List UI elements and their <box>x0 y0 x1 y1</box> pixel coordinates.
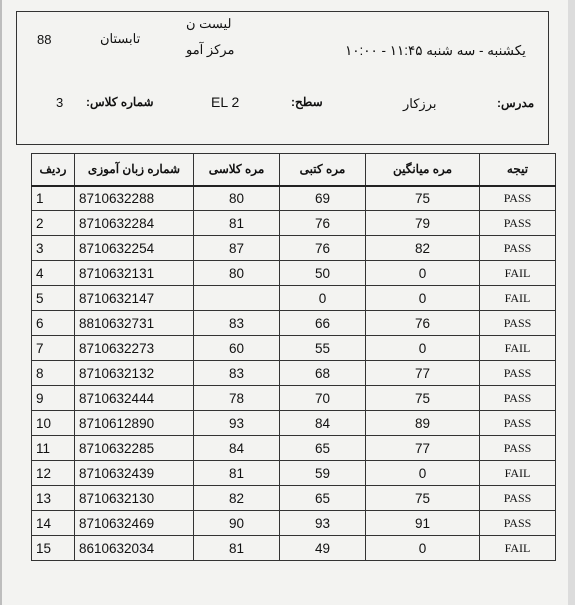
table-row <box>32 186 556 211</box>
row-number-cell: 11 <box>32 436 75 461</box>
class-info-header <box>16 11 549 145</box>
class-schedule: یکشنبه - سه شنبه ۱۱:۴۵ - ۱۰:۰۰ <box>345 43 526 58</box>
col-result: تیجه <box>480 154 556 186</box>
student-number-cell: 8810632731 <box>75 311 194 336</box>
class-number-label: شماره کلاس: <box>86 95 154 109</box>
row-number-cell: 4 <box>32 261 75 286</box>
class-grade-cell: 93 <box>194 411 280 436</box>
student-number-cell: 8710632284 <box>75 211 194 236</box>
written-grade-cell: 69 <box>280 186 366 211</box>
class-grade-cell: 83 <box>194 361 280 386</box>
student-number-cell: 8710632285 <box>75 436 194 461</box>
average-grade-cell: 77 <box>366 361 480 386</box>
result-cell: PASS <box>480 511 556 536</box>
result-cell: PASS <box>480 386 556 411</box>
student-number-cell: 8710632130 <box>75 486 194 511</box>
written-grade-cell: 68 <box>280 361 366 386</box>
table-row <box>32 486 556 511</box>
result-cell: PASS <box>480 436 556 461</box>
average-grade-cell: 79 <box>366 211 480 236</box>
written-grade-cell: 65 <box>280 486 366 511</box>
student-number-cell: 8710632147 <box>75 286 194 311</box>
term-name: تابستان <box>100 31 141 46</box>
grades-table <box>31 153 556 561</box>
teacher-name: برزکار <box>403 96 437 111</box>
table-row <box>32 511 556 536</box>
col-student-number: شماره زبان آموزی <box>75 154 194 186</box>
student-number-cell: 8710632254 <box>75 236 194 261</box>
teacher-label: مدرس: <box>497 96 535 110</box>
table-row <box>32 236 556 261</box>
row-number-cell: 5 <box>32 286 75 311</box>
row-number-cell: 10 <box>32 411 75 436</box>
result-cell: FAIL <box>480 286 556 311</box>
class-grade-cell: 81 <box>194 461 280 486</box>
result-cell: PASS <box>480 486 556 511</box>
class-grade-cell: 81 <box>194 211 280 236</box>
table-row <box>32 211 556 236</box>
average-grade-cell: 82 <box>366 236 480 261</box>
scan-edge-right <box>568 0 575 605</box>
row-number-cell: 12 <box>32 461 75 486</box>
table-row <box>32 386 556 411</box>
result-cell: PASS <box>480 236 556 261</box>
average-grade-cell: 0 <box>366 336 480 361</box>
table-row <box>32 336 556 361</box>
class-grade-cell <box>194 286 280 311</box>
written-grade-cell: 84 <box>280 411 366 436</box>
scan-edge-left <box>0 0 2 605</box>
row-number-cell: 3 <box>32 236 75 261</box>
written-grade-cell: 0 <box>280 286 366 311</box>
average-grade-cell: 0 <box>366 261 480 286</box>
class-number: 3 <box>56 95 64 110</box>
class-grade-cell: 90 <box>194 511 280 536</box>
result-cell: FAIL <box>480 461 556 486</box>
level-value: EL 2 <box>211 94 240 110</box>
written-grade-cell: 76 <box>280 211 366 236</box>
col-average-grade: مره میانگین <box>366 154 480 186</box>
student-number-cell: 8710632469 <box>75 511 194 536</box>
table-row <box>32 311 556 336</box>
col-row-number: ردیف <box>32 154 75 186</box>
col-class-grade: مره کلاسی <box>194 154 280 186</box>
student-number-cell: 8710632273 <box>75 336 194 361</box>
class-grade-cell: 84 <box>194 436 280 461</box>
table-row <box>32 436 556 461</box>
row-number-cell: 1 <box>32 186 75 211</box>
level-label: سطح: <box>291 95 323 109</box>
result-cell: PASS <box>480 311 556 336</box>
result-cell: FAIL <box>480 336 556 361</box>
result-cell: FAIL <box>480 536 556 561</box>
row-number-cell: 8 <box>32 361 75 386</box>
written-grade-cell: 76 <box>280 236 366 261</box>
student-number-cell: 8710632439 <box>75 461 194 486</box>
table-row <box>32 536 556 561</box>
class-grade-cell: 80 <box>194 186 280 211</box>
average-grade-cell: 76 <box>366 311 480 336</box>
student-number-cell: 8710632132 <box>75 361 194 386</box>
row-number-cell: 14 <box>32 511 75 536</box>
student-number-cell: 8610632034 <box>75 536 194 561</box>
average-grade-cell: 75 <box>366 386 480 411</box>
average-grade-cell: 77 <box>366 436 480 461</box>
average-grade-cell: 75 <box>366 186 480 211</box>
student-number-cell: 8710632131 <box>75 261 194 286</box>
student-number-cell: 8710612890 <box>75 411 194 436</box>
row-number-cell: 9 <box>32 386 75 411</box>
class-grade-cell: 60 <box>194 336 280 361</box>
average-grade-cell: 0 <box>366 286 480 311</box>
class-grade-cell: 81 <box>194 536 280 561</box>
written-grade-cell: 55 <box>280 336 366 361</box>
written-grade-cell: 93 <box>280 511 366 536</box>
class-grade-cell: 78 <box>194 386 280 411</box>
written-grade-cell: 49 <box>280 536 366 561</box>
col-written-grade: مره کتبی <box>280 154 366 186</box>
result-cell: PASS <box>480 211 556 236</box>
row-number-cell: 7 <box>32 336 75 361</box>
result-cell: FAIL <box>480 261 556 286</box>
table-row <box>32 461 556 486</box>
table-row <box>32 361 556 386</box>
written-grade-cell: 70 <box>280 386 366 411</box>
written-grade-cell: 66 <box>280 311 366 336</box>
row-number-cell: 2 <box>32 211 75 236</box>
written-grade-cell: 59 <box>280 461 366 486</box>
result-cell: PASS <box>480 361 556 386</box>
row-number-cell: 13 <box>32 486 75 511</box>
average-grade-cell: 91 <box>366 511 480 536</box>
list-title: لیست ن <box>186 16 232 31</box>
result-cell: PASS <box>480 186 556 211</box>
table-row <box>32 261 556 286</box>
average-grade-cell: 89 <box>366 411 480 436</box>
class-grade-cell: 87 <box>194 236 280 261</box>
table-row <box>32 286 556 311</box>
student-count: 88 <box>37 32 52 47</box>
class-grade-cell: 80 <box>194 261 280 286</box>
center-name: مرکز آمو <box>186 42 235 57</box>
row-number-cell: 15 <box>32 536 75 561</box>
average-grade-cell: 0 <box>366 461 480 486</box>
written-grade-cell: 65 <box>280 436 366 461</box>
written-grade-cell: 50 <box>280 261 366 286</box>
class-grade-cell: 83 <box>194 311 280 336</box>
student-number-cell: 8710632288 <box>75 186 194 211</box>
class-grade-cell: 82 <box>194 486 280 511</box>
row-number-cell: 6 <box>32 311 75 336</box>
average-grade-cell: 75 <box>366 486 480 511</box>
table-header-row <box>32 154 556 186</box>
student-number-cell: 8710632444 <box>75 386 194 411</box>
average-grade-cell: 0 <box>366 536 480 561</box>
result-cell: PASS <box>480 411 556 436</box>
table-row <box>32 411 556 436</box>
